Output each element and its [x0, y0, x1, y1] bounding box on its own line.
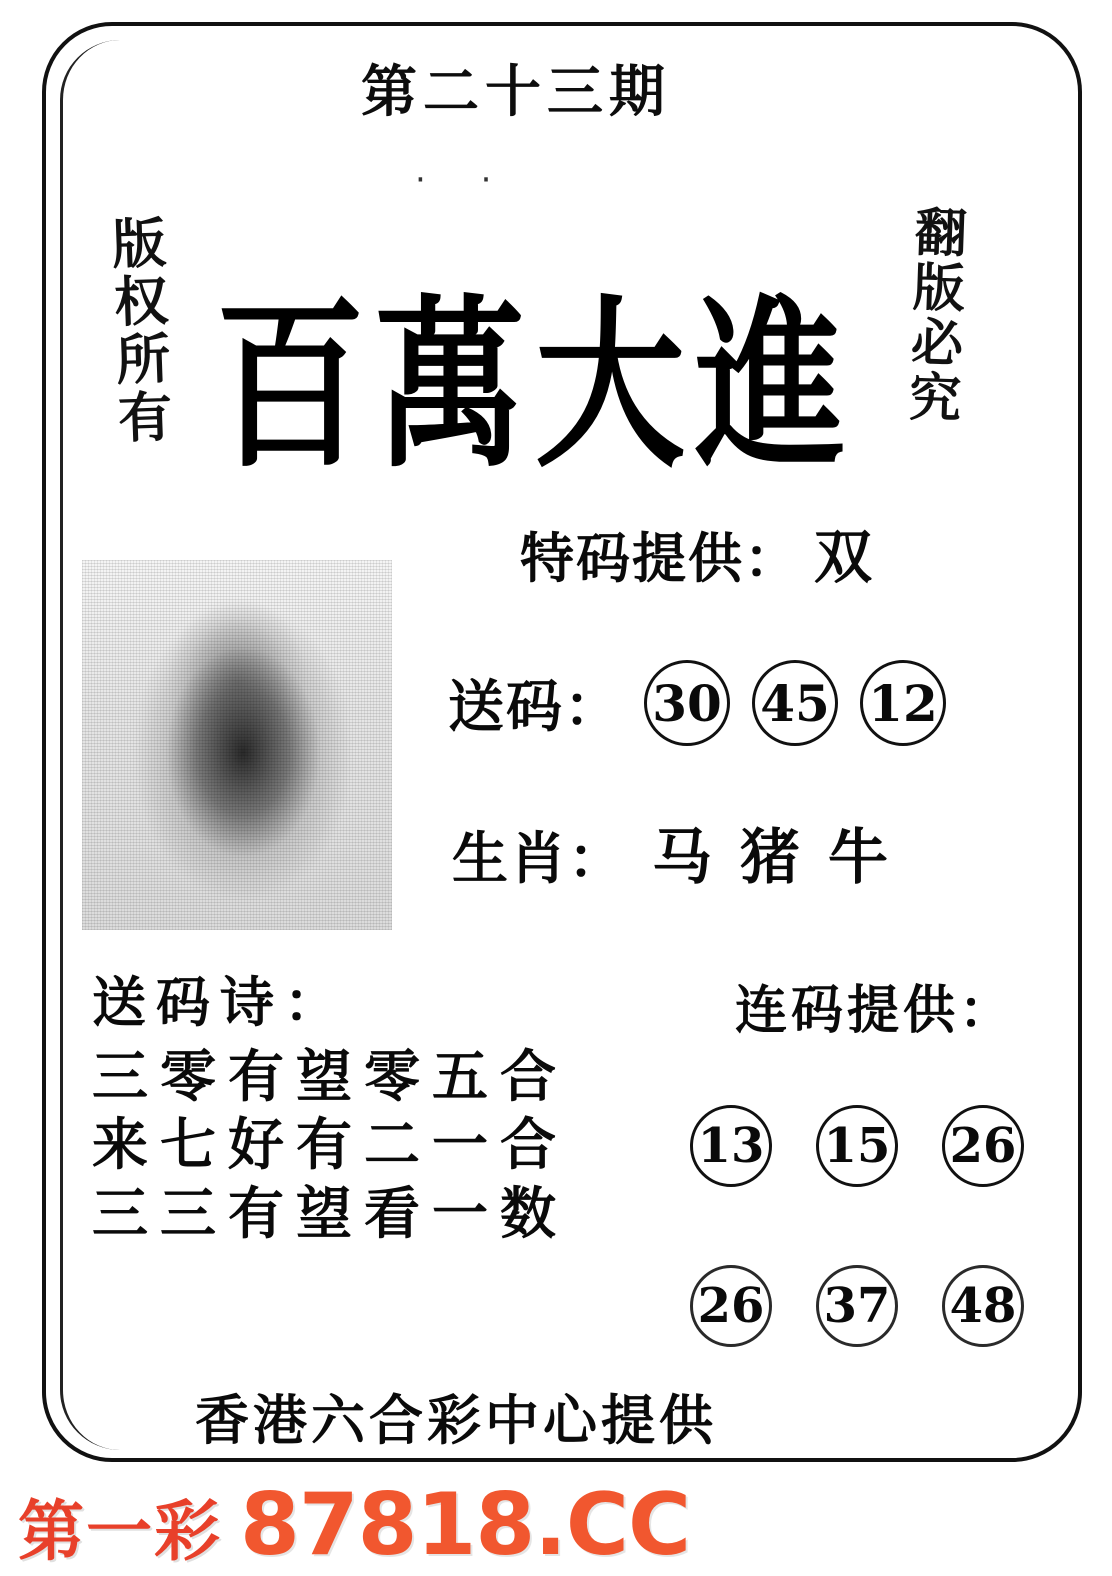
lianma-ball: 26 — [942, 1105, 1024, 1187]
lianma-ball: 48 — [942, 1265, 1024, 1347]
footer-source-text: 香港六合彩中心提供 — [195, 1388, 717, 1452]
lianma-row-1 — [690, 1105, 1068, 1187]
poem-line: 三三有望看一数 — [92, 1180, 568, 1247]
special-code-value: 双 — [814, 523, 875, 591]
promo-url-text[interactable]: 87818.CC — [240, 1475, 691, 1575]
zodiac-row — [452, 810, 890, 896]
zodiac-value: 猪 — [740, 823, 802, 893]
send-number-ball: 12 — [860, 660, 946, 746]
send-number-ball: 45 — [752, 660, 838, 746]
lianma-ball: 37 — [816, 1265, 898, 1347]
zodiac-label: 生肖： — [452, 826, 626, 892]
send-number-ball: 30 — [644, 660, 730, 746]
poem-line: 三零有望零五合 — [92, 1044, 568, 1110]
lianma-title: 连码提供： — [735, 980, 1016, 1041]
send-numbers-label: 送码： — [448, 674, 622, 740]
promo-brand-text: 第一彩 — [18, 1491, 222, 1570]
promo-bar — [18, 1475, 1098, 1575]
lianma-row-2 — [690, 1265, 1068, 1347]
lianma-ball: 13 — [690, 1105, 772, 1187]
copyright-left-label: 版权所有 — [102, 213, 175, 449]
special-code-label: 特码提供： — [520, 526, 800, 590]
poem-title: 送码诗： — [92, 970, 348, 1034]
brand-title: 百萬大進 — [215, 278, 856, 493]
zodiac-value: 牛 — [828, 823, 890, 893]
poem-line: 来七好有二一合 — [92, 1112, 568, 1179]
portrait-photo — [82, 560, 392, 930]
special-code-line — [520, 510, 874, 594]
zodiac-value: 马 — [652, 823, 714, 893]
issue-title: 第二十三期 — [361, 59, 671, 125]
lianma-ball: 26 — [690, 1265, 772, 1347]
copyright-right-label: 翻版必究 — [898, 204, 968, 427]
send-numbers-row — [448, 660, 946, 746]
decorative-dots: · · — [415, 160, 514, 200]
poem-block — [92, 960, 568, 1248]
lianma-ball: 15 — [816, 1105, 898, 1187]
